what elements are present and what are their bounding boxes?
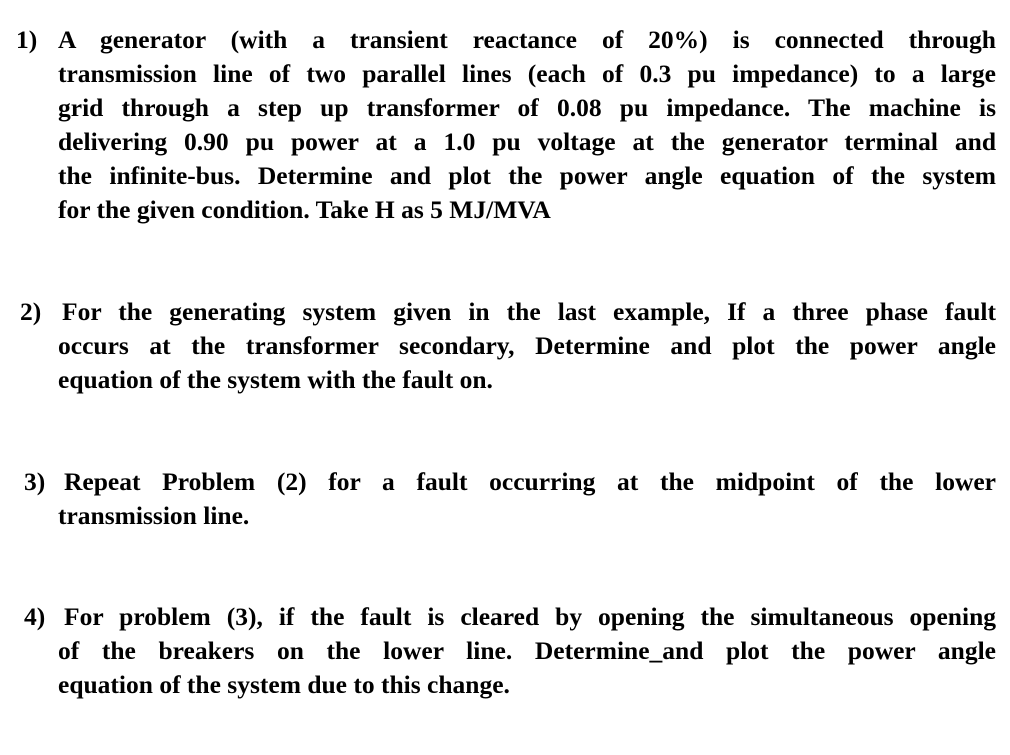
problem-4-line-1: For problem (3), if the fault is cleared by opening the simultaneous opening <box>64 602 996 631</box>
problem-1-line-6: for the given condition. Take H as 5 MJ/MVA <box>58 195 551 224</box>
problem-1-line-1: A generator (with a transient reactance of 20%) is connected through <box>58 25 996 54</box>
problem-1-line-5: the infinite-bus. Determine and plot the power angle equation of the system <box>58 161 996 190</box>
problem-4-line-2: of the breakers on the lower line. Determine_and plot the power angle <box>58 636 996 665</box>
problem-1-line-3: grid through a step up transformer of 0.08 pu impedance. The machine is <box>58 93 996 122</box>
problem-1-line-4: delivering 0.90 pu power at a 1.0 pu voltage at the generator terminal and <box>58 127 996 156</box>
problem-2-line-3: equation of the system with the fault on. <box>58 365 493 394</box>
problem-2-line-1: For the generating system given in the last example, If a three phase fault <box>62 297 996 326</box>
problem-3-number: 3) <box>24 467 46 496</box>
problem-2-number: 2) <box>20 297 42 326</box>
problem-4-number: 4) <box>24 602 46 631</box>
problem-3-line-2: transmission line. <box>58 501 250 530</box>
problem-4-line-3: equation of the system due to this change. <box>58 670 510 699</box>
problem-3-line-1: Repeat Problem (2) for a fault occurring at the midpoint of the lower <box>64 467 996 496</box>
problem-2-line-2: occurs at the transformer secondary, Determine and plot the power angle <box>58 331 996 360</box>
problem-1-number: 1) <box>16 25 38 54</box>
problem-1-line-2: transmission line of two parallel lines (each of 0.3 pu impedance) to a large <box>58 59 996 88</box>
